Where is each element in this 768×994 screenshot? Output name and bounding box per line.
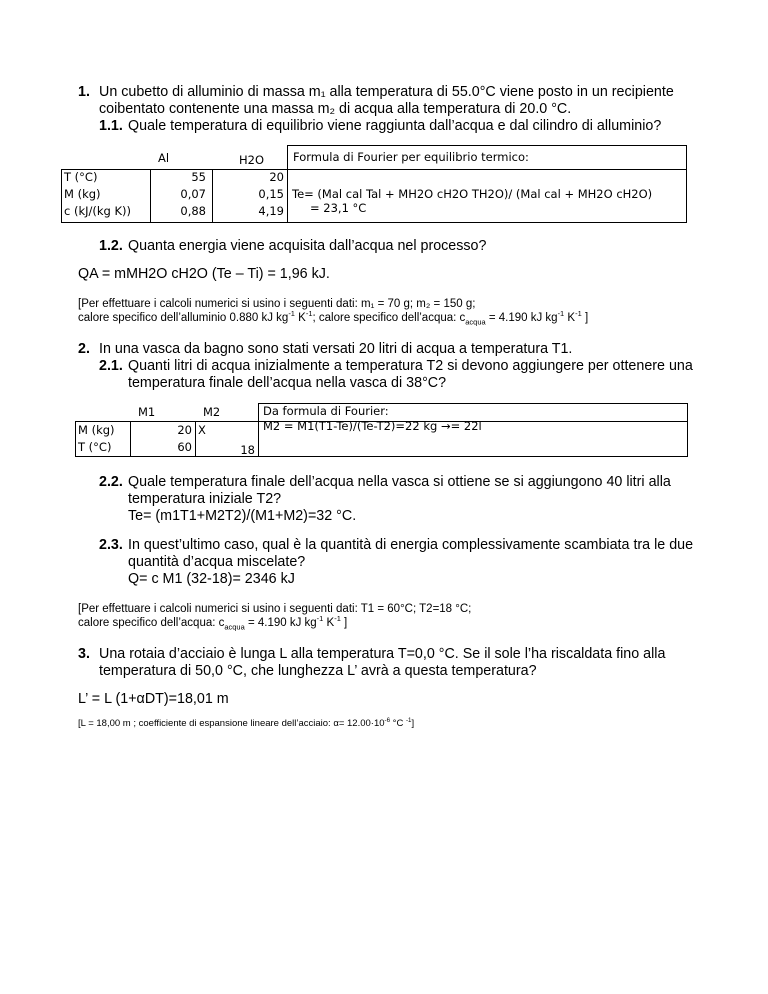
q2-sub1-line2: temperatura finale dell’acqua nella vasca di 38°C?: [128, 375, 447, 391]
q1-note-line1: [Per effettuare i calcoli numerici si usino i seguenti dati: m₁ = 70 g; m₂ = 150 g;: [78, 298, 476, 310]
table1-cell-al: 55: [191, 170, 206, 184]
q1-sub1-text: Quale temperatura di equilibrio viene raggiunta dall’acqua e dal cilindro di alluminio?: [128, 118, 662, 134]
q2-sub3-answer: Q= c M1 (32-18)= 2346 kJ: [128, 571, 295, 587]
q2-number: 2.: [78, 341, 90, 357]
table1-cell-h2o: 20: [269, 170, 284, 184]
q2-sub2-answer: Te= (m1T1+M2T2)/(M1+M2)=32 °C.: [128, 508, 357, 524]
q3-note: [L = 18,00 m ; coefficiente di espansione lineare dell’acciaio: $\alpha= 12.00\cdot 10^{-6}$ °C $^{-1}$]: [78, 716, 415, 729]
q3-number: 3.: [78, 646, 90, 662]
table1-top-line: [287, 145, 687, 146]
table2-divider: [258, 403, 259, 457]
table1-row-label: T (°C): [64, 170, 98, 184]
table2-header-m2: M2: [203, 405, 221, 419]
table2-divider: [687, 403, 688, 421]
table1-divider: [287, 145, 288, 223]
q1-text-line1: Un cubetto di alluminio di massa m₁ alla temperatura di 55.0°C viene posto in un recipiente: [99, 84, 674, 100]
table1-cell-h2o: 0,15: [258, 187, 284, 201]
q1-note-line2: calore specifico dell’alluminio 0.880 kJ $kg^{-1}$ $K^{-1}$; calore specifico dell’acqua: $c_{acqua} = 4.190$ kJ $kg^{-1}$ $K^{-1}$ ]: [78, 309, 589, 327]
q3-answer: L’ = L (1+αDT)=18,01 m: [78, 691, 229, 707]
table1-header-h2o: H2O: [239, 153, 265, 167]
table2-formula-line1: Da formula di Fourier:: [263, 404, 389, 418]
table2-cell-m1: 60: [177, 440, 192, 454]
table2-row-label: T (°C): [78, 440, 112, 454]
q2-sub3-number: 2.3.: [99, 537, 123, 553]
table1-cell-al: 0,88: [180, 204, 206, 218]
table1-row-label: c (kJ/(kg K)): [64, 204, 132, 218]
table1-divider: [686, 145, 687, 169]
q1-text-line2: coibentato contenente una massa m₂ di acqua alla temperatura di 20.0 °C.: [99, 101, 572, 117]
q1-number: 1.: [78, 84, 90, 100]
q2-sub1-number: 2.1.: [99, 358, 123, 374]
q2-sub3-line2: quantità d’acqua miscelate?: [128, 554, 306, 570]
q2-sub2-line2: temperatura iniziale T2?: [128, 491, 282, 507]
q2-note-line1: [Per effettuare i calcoli numerici si usino i seguenti dati: T1 = 60°C; T2=18 °C;: [78, 603, 472, 615]
table2-formula-line2: M2 = M1(T1-Te)/(Te-T2)=22 kg →= 22l: [263, 419, 482, 433]
table1-cell-h2o: 4,19: [258, 204, 284, 218]
q1-answer: QA = mMH2O cH2O (Te – Ti) = 1,96 kJ.: [78, 266, 330, 282]
q3-text-line2: temperatura di 50,0 °C, che lunghezza L’ avrà a questa temperatura?: [99, 663, 537, 679]
q2-sub1-line1: Quanti litri di acqua inizialmente a temperatura T2 si devono aggiungere per ottenere una: [128, 358, 693, 374]
table2-cell-m2: X: [198, 423, 206, 437]
table1-header-al: Al: [158, 151, 170, 165]
q1-sub2-number: 1.2.: [99, 238, 123, 254]
table1-formula-line1: Te= (Mal cal Tal + MH2O cH2O TH2O)/ (Mal cal + MH2O cH2O): [292, 187, 653, 201]
q2-note-line2: calore specifico dell’acqua: $c_{acqua} = 4.190$ kJ $kg^{-1}$ $K^{-1}$ ]: [78, 614, 348, 632]
table1-row-label: M (kg): [64, 187, 101, 201]
table1-cell-al: 0,07: [180, 187, 206, 201]
arrow-icon: →: [440, 419, 451, 433]
q2-sub3-line1: In quest’ultimo caso, qual è la quantità di energia complessivamente scambiata tra le due: [128, 537, 694, 553]
table2-row-label: M (kg): [78, 423, 115, 437]
q1-sub2-text: Quanta energia viene acquisita dall’acqua nel processo?: [128, 238, 487, 254]
q2-sub2-line1: Quale temperatura finale dell’acqua nella vasca si ottiene se si aggiungono 40 litri alla: [128, 474, 671, 490]
table2-cell-m2: 18: [240, 443, 255, 457]
q1-sub1-number: 1.1.: [99, 118, 123, 134]
table1-formula-title: Formula di Fourier per equilibrio termico:: [293, 150, 529, 164]
table2-cell-m1: 20: [177, 423, 192, 437]
q2-text: In una vasca da bagno sono stati versati 20 litri di acqua a temperatura T1.: [99, 341, 573, 357]
table1-formula-line2: = 23,1 °C: [310, 201, 367, 215]
table2-header-m1: M1: [138, 405, 156, 419]
q3-text-line1: Una rotaia d’acciaio è lunga L alla temperatura T=0,0 °C. Se il sole l’ha riscaldata fino alla: [99, 646, 666, 662]
q2-sub2-number: 2.2.: [99, 474, 123, 490]
